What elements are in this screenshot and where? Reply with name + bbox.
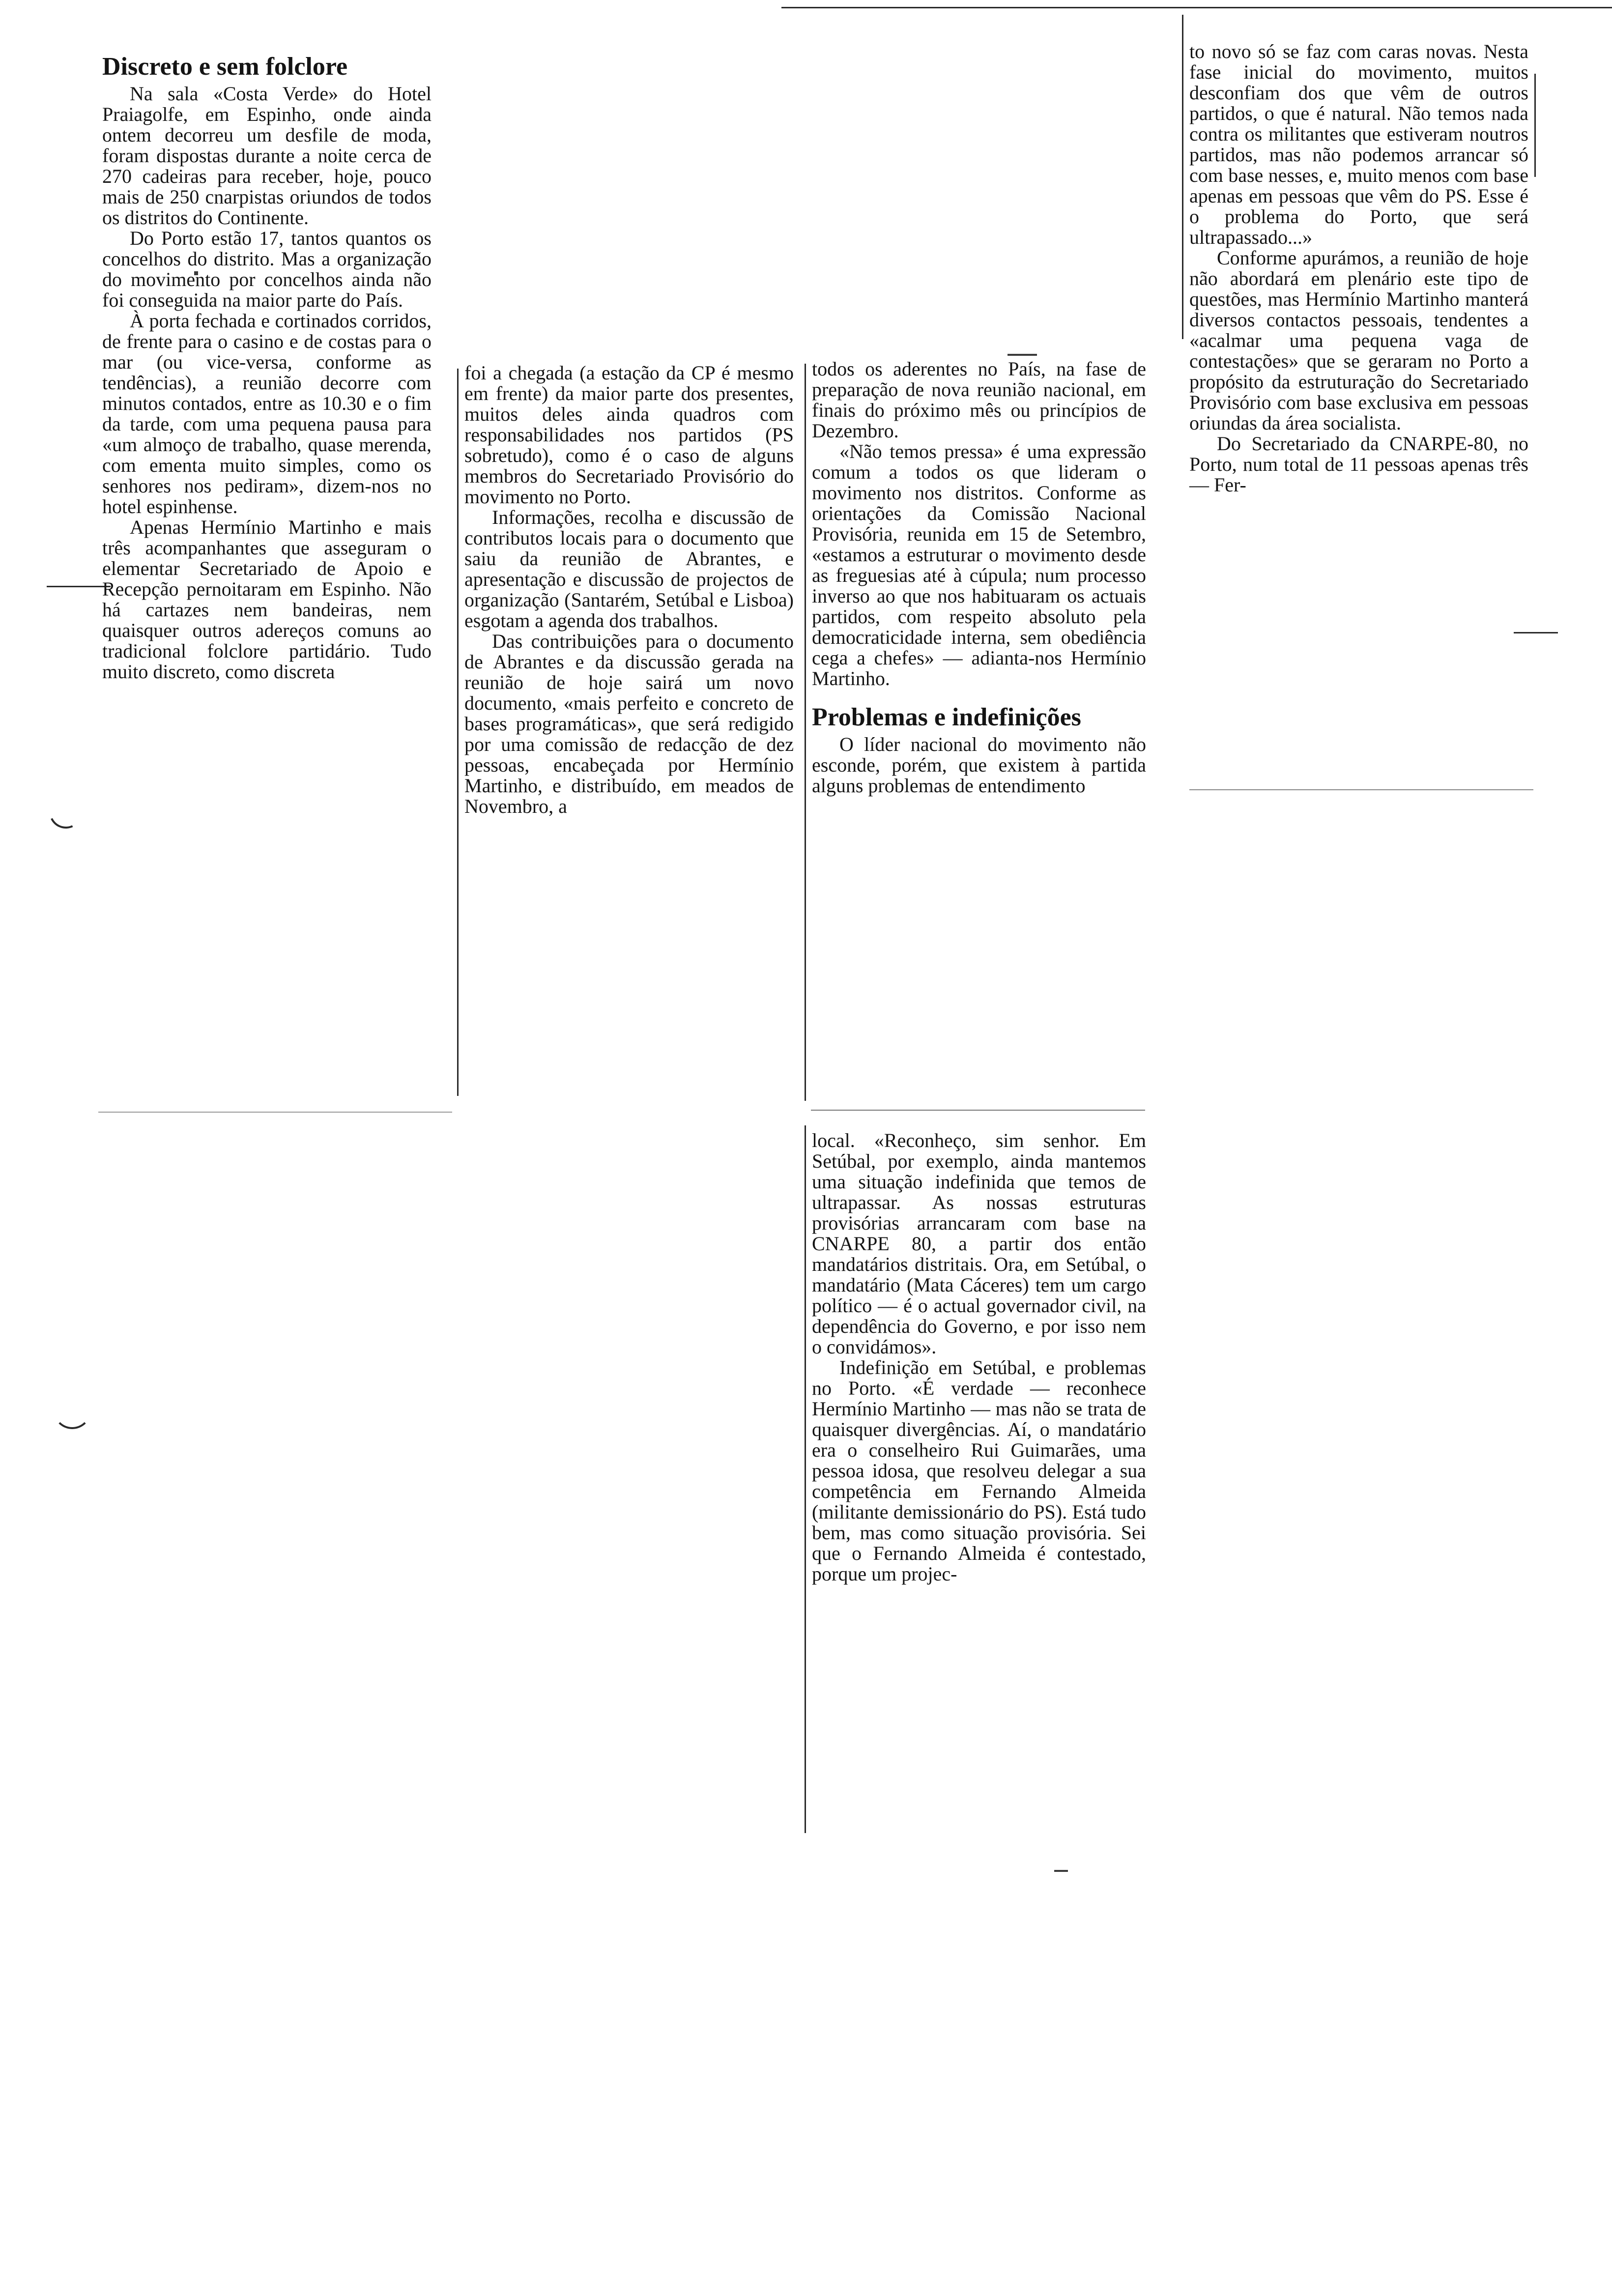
paragraph: Do Secretariado da CNARPE-80, no Porto, num total de 11 pessoas apenas três — Fer- — [1189, 432, 1528, 496]
cut-line-col4 — [1189, 789, 1533, 790]
article-column-4 — [1189, 41, 1528, 495]
article-column-3-continued — [812, 1130, 1146, 1584]
scan-speck — [1008, 354, 1037, 356]
paragraph: Do Porto estão 17, tantos quantos os concelhos do distrito. Mas a organização do movimento por concelhos ainda não foi conseguida na maior parte do País. — [102, 227, 432, 311]
paragraph: Apenas Hermínio Martinho e mais três acompanhantes que asseguram o elementar Secretariado de Apoio e Recepção pernoitaram em Espinho. Não há cartazes nem bandeiras, nem quaisquer outros adereços comuns ao tradicional folclore partidário. Tudo muito discreto, como discreta — [102, 516, 432, 683]
paragraph: À porta fechada e cortinados corridos, de frente para o casino e de costas para o mar (ou vice-versa, conforme as tendências), a reunião decorre com minutos contados, entre as 10.30 e o fim da tarde, com uma pequena pausa para «um almoço de trabalho, quase merenda, com ementa muito simples, como os senhores nos pediram», dizem-nos no hotel espinhense. — [102, 310, 432, 517]
article-column-1 — [102, 53, 432, 682]
column-rule-right — [1534, 74, 1536, 177]
section-heading-discreto: Discreto e sem folclore — [102, 53, 348, 81]
paragraph: foi a chegada (a estação da CP é mesmo em frente) da maior parte dos presentes, muitos deles ainda quadros com responsabilidades nos partidos (PS sobretudo), como é o caso de alguns membros do Secretariado Provisório do movimento no Porto. — [464, 362, 794, 508]
column-rule-3c — [805, 1125, 806, 1833]
paragraph: «Não temos pressa» é uma expressão comum a todos os que lideram o movimento nos distritos. Conforme as orientações da Comissão Nacional Provisória, reunida em 15 de Setembro, «estamos a estruturar o movimento desde as freguesias até à cúpula; num processo inverso ao que nos habituaram os actuais partidos, com respeito absoluto pela democraticidade interna, sem obediência cega a chefes» — adianta-nos Hermínio Martinho. — [812, 440, 1146, 689]
column-rule-4 — [1182, 15, 1183, 339]
article-column-2 — [464, 363, 794, 817]
paragraph: to novo só se faz com caras novas. Nesta fase inicial do movimento, muitos desconfiam dos que vêm de outros partidos, o que é natural. Não temos nada contra os militantes que estiveram noutros partidos, mas não podemos arrancar só com base nesses, e, muito menos com base apenas em pessoas que vêm do PS. Esse é o problema do Porto, que será ultrapassado...» — [1189, 40, 1528, 248]
article-column-3-top — [812, 359, 1146, 796]
paragraph: Indefinição em Setúbal, e problemas no Porto. «É verdade — reconhece Hermínio Martinho — mas não se trata de quaisquer divergências. Aí, o mandatário era o conselheiro Rui Guimarães, uma pessoa idosa, que resolveu delegar a sua competência em Fernando Almeida (militante demissionário do PS). Está tudo bem, mas como situação provisória. Sei que o Fernando Almeida é contestado, porque um projec- — [812, 1356, 1146, 1585]
section-heading-problemas: Problemas e indefinições — [812, 703, 1081, 731]
paragraph: Na sala «Costa Verde» do Hotel Praiagolfe, em Espinho, onde ainda ontem decorreu um desfile de moda, foram dispostas durante a noite cerca de 270 cadeiras para receber, hoje, pouco mais de 250 cnarpistas oriundos de todos os distritos do Continente. — [102, 83, 432, 229]
paragraph: Das contribuições para o documento de Abrantes e da discussão gerada na reunião de hoje sairá um novo documento, «mais perfeito e concreto de bases programáticas», que será redigido por uma comissão de redacção de dez pessoas, encabeçada por Hermínio Martinho, e distribuído, em meados de Novembro, a — [464, 630, 794, 817]
cut-line-col1 — [98, 1112, 452, 1113]
paragraph: O líder nacional do movimento não esconde, porém, que existem à partida alguns problemas de entendimento — [812, 733, 1146, 797]
paragraph: todos os aderentes no País, na fase de preparação de nova reunião nacional, em finais do próximo mês ou princípios de Dezembro. — [812, 358, 1146, 442]
top-clipping-edge — [781, 7, 1612, 8]
clipping-mark-right — [1514, 632, 1558, 633]
punch-hole-mark — [53, 1391, 91, 1429]
column-rule-2 — [457, 369, 459, 1096]
page-mark — [44, 790, 87, 833]
column-rule-3 — [805, 364, 806, 1101]
cut-line-col3 — [811, 1110, 1145, 1111]
paragraph: Conforme apurámos, a reunião de hoje não abordará em plenário este tipo de questões, mas Hermínio Martinho manterá diversos contactos pessoais, tendentes a «acalmar uma pequena vaga de contestações» que se geraram no Porto a propósito da estruturação do Secretariado Provisório com base exclusiva em pessoas oriundas da área socialista. — [1189, 247, 1528, 434]
paragraph: Informações, recolha e discussão de contributos locais para o documento que saiu da reunião de Abrantes, e apresentação e discussão de projectos de organização (Santarém, Setúbal e Lisboa) esgotam a agenda dos trabalhos. — [464, 506, 794, 631]
paragraph: local. «Reconheço, sim senhor. Em Setúbal, por exemplo, ainda mantemos uma situação indefinida que temos de ultrapassar. As nossas estruturas provisórias arrancaram com base na CNARPE 80, a partir dos então mandatários distritais. Ora, em Setúbal, o mandatário (Mata Cáceres) tem um cargo político — é o actual governador civil, na dependência do Governo, e por isso nem o convidámos». — [812, 1129, 1146, 1358]
clipping-mark-left — [47, 586, 111, 587]
scan-speck — [1054, 1870, 1068, 1872]
